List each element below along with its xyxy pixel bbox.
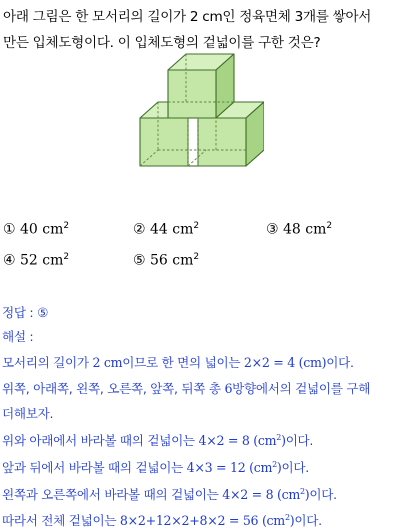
question-line-2: 만든 입체도형이다. 이 입체도형의 겉넓이를 구한 것은? [3, 35, 321, 51]
solution-line-3: 더해보자. [2, 406, 54, 421]
solution-heading: 해설 : [2, 329, 34, 344]
solution-line-7: 따라서 전체 겉넓이는 8×2+12×2+8×2 = 56 $(cm^2)$이다. [2, 512, 322, 528]
choice-4[interactable]: ④ 52 $cm^2$ [3, 252, 70, 269]
question-text [3, 4, 397, 56]
choice-2[interactable]: ② 44 $cm^2$ [133, 221, 200, 238]
question-line-1: 아래 그림은 한 모서리의 길이가 2 cm인 정육면체 3개를 쌓아서 [3, 9, 372, 25]
answer-line: 정답 : ⑤ [2, 305, 49, 320]
top-cube-front-face [168, 70, 216, 118]
choice-5[interactable]: ⑤ 56 $cm^2$ [133, 252, 200, 269]
bottom-right-front-face [198, 118, 246, 166]
stacked-cubes-figure [136, 52, 264, 182]
bottom-left-front-face [140, 118, 188, 166]
solution-line-1: 모서리의 길이가 2 cm이므로 한 면의 넓이는 2×2 = 4 (cm)이다. [2, 355, 354, 370]
bottom-left-top-face [140, 102, 168, 118]
solution-line-5: 앞과 뒤에서 바라볼 때의 겉넓이는 4×3 = 12 $(cm^2)$이다. [2, 459, 309, 475]
solution-line-4: 위와 아래에서 바라볼 때의 겉넓이는 4×2 = 8 $(cm^2)$이다. [2, 432, 314, 448]
choice-1[interactable]: ① 40 $cm^2$ [3, 221, 70, 238]
solution-line-6: 왼쪽과 오른쪽에서 바라볼 때의 겉넓이는 4×2 = 8 $(cm^2)$이다. [2, 486, 337, 502]
solution-line-2: 위쪽, 아래쪽, 왼쪽, 오른쪽, 앞쪽, 뒤쪽 총 6방향에서의 겉넓이를 구해 [2, 381, 371, 396]
choice-3[interactable]: ③ 48 $cm^2$ [266, 221, 333, 238]
